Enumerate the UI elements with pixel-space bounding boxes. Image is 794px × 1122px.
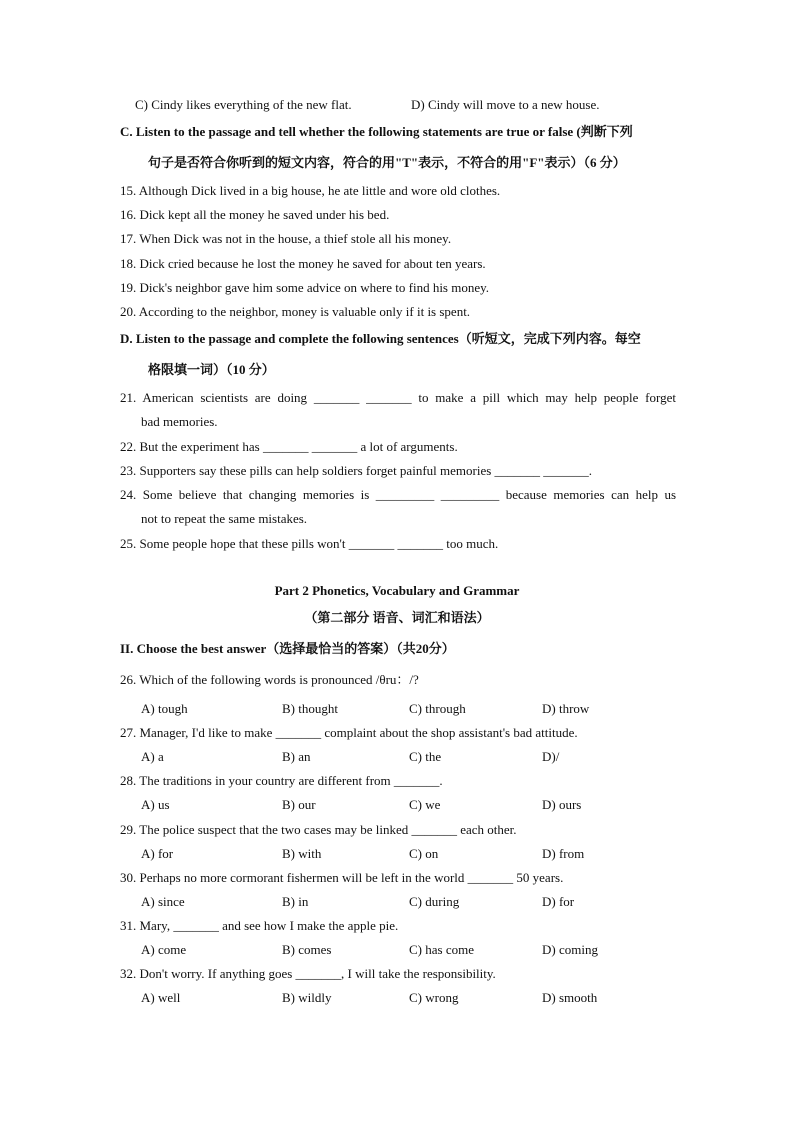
question-28-option-c: C) we — [409, 797, 441, 812]
statement-19: 19. Dick's neighbor gave him some advice on where to find his money. — [120, 280, 490, 295]
sentence-22: 22. But the experiment has _______ _______ a lot of arguments. — [120, 439, 458, 454]
question-31-option-a: A) come — [141, 942, 187, 957]
question-26-option-c: C) through — [409, 701, 466, 716]
section-c-heading-line1: C. Listen to the passage and tell whether the following statements are true or false (判断下列 — [120, 124, 633, 139]
question-27-option-a: A) a — [141, 749, 164, 764]
part2-subtitle: （第二部分 语音、词汇和语法） — [304, 610, 490, 625]
question-29-option-d: D) from — [542, 846, 585, 861]
question-26-option-a: A) tough — [141, 701, 188, 716]
question-28-option-d: D) ours — [542, 797, 582, 812]
question-30-option-d: D) for — [542, 894, 575, 909]
section-ii-heading: II. Choose the best answer（选择最恰当的答案）（共20分） — [120, 641, 455, 656]
part2-title: Part 2 Phonetics, Vocabulary and Grammar — [274, 583, 520, 598]
statement-17: 17. When Dick was not in the house, a thief stole all his money. — [120, 231, 452, 246]
question-27-stem: 27. Manager, I'd like to make _______ complaint about the shop assistant's bad attitude. — [120, 725, 578, 740]
statement-16: 16. Dick kept all the money he saved under his bed. — [120, 207, 390, 222]
statement-18: 18. Dick cried because he lost the money he saved for about ten years. — [120, 256, 486, 271]
question-26-stem: 26. Which of the following words is pronounced /θru：/? — [120, 672, 419, 687]
question-27-option-c: C) the — [409, 749, 442, 764]
question-29-stem: 29. The police suspect that the two cases may be linked _______ each other. — [120, 822, 517, 837]
question-29-option-c: C) on — [409, 846, 439, 861]
section-d-heading-line2: 格限填一词）（10 分） — [148, 362, 275, 377]
question-32-option-a: A) well — [141, 990, 181, 1005]
sentence-24-line1: 24. Some believe that changing memories is _________ _________ because memories can help us — [120, 487, 676, 502]
option-d-cindy: D) Cindy will move to a new house. — [411, 97, 600, 112]
question-32-option-d: D) smooth — [542, 990, 598, 1005]
statement-20: 20. According to the neighbor, money is valuable only if it is spent. — [120, 304, 471, 319]
question-30-option-b: B) in — [282, 894, 309, 909]
sentence-23: 23. Supporters say these pills can help soldiers forget painful memories _______ _______. — [120, 463, 593, 478]
statement-15: 15. Although Dick lived in a big house, he ate little and wore old clothes. — [120, 183, 501, 198]
question-31-option-c: C) has come — [409, 942, 474, 957]
question-27-option-b: B) an — [282, 749, 311, 764]
question-29-option-a: A) for — [141, 846, 174, 861]
section-d-heading-line1: D. Listen to the passage and complete the following sentences（听短文，完成下列内容。每空 — [120, 331, 641, 346]
sentence-24-line2: not to repeat the same mistakes. — [141, 511, 308, 526]
question-32-option-b: B) wildly — [282, 990, 332, 1005]
question-32-stem: 32. Don't worry. If anything goes _______, I will take the responsibility. — [120, 966, 496, 981]
question-26-option-b: B) thought — [282, 701, 338, 716]
question-28-stem: 28. The traditions in your country are different from _______. — [120, 773, 443, 788]
question-27-option-d: D)/ — [542, 749, 560, 764]
question-30-option-a: A) since — [141, 894, 185, 909]
question-28-option-b: B) our — [282, 797, 316, 812]
sentence-21-line1: 21. American scientists are doing _______ _______ to make a pill which may help people forget — [120, 390, 676, 405]
question-30-option-c: C) during — [409, 894, 460, 909]
question-31-stem: 31. Mary, _______ and see how I make the apple pie. — [120, 918, 399, 933]
question-29-option-b: B) with — [282, 846, 322, 861]
section-c-heading-line2: 句子是否符合你听到的短文内容，符合的用"T"表示，不符合的用"F"表示）（6 分） — [148, 155, 626, 170]
question-31-option-d: D) coming — [542, 942, 598, 957]
option-c-cindy: C) Cindy likes everything of the new flat. — [135, 97, 352, 112]
question-26-option-d: D) throw — [542, 701, 590, 716]
question-28-option-a: A) us — [141, 797, 170, 812]
question-31-option-b: B) comes — [282, 942, 332, 957]
sentence-25: 25. Some people hope that these pills won't _______ _______ too much. — [120, 536, 499, 551]
question-30-stem: 30. Perhaps no more cormorant fishermen will be left in the world _______ 50 years. — [120, 870, 564, 885]
sentence-21-line2: bad memories. — [141, 414, 218, 429]
question-32-option-c: C) wrong — [409, 990, 459, 1005]
